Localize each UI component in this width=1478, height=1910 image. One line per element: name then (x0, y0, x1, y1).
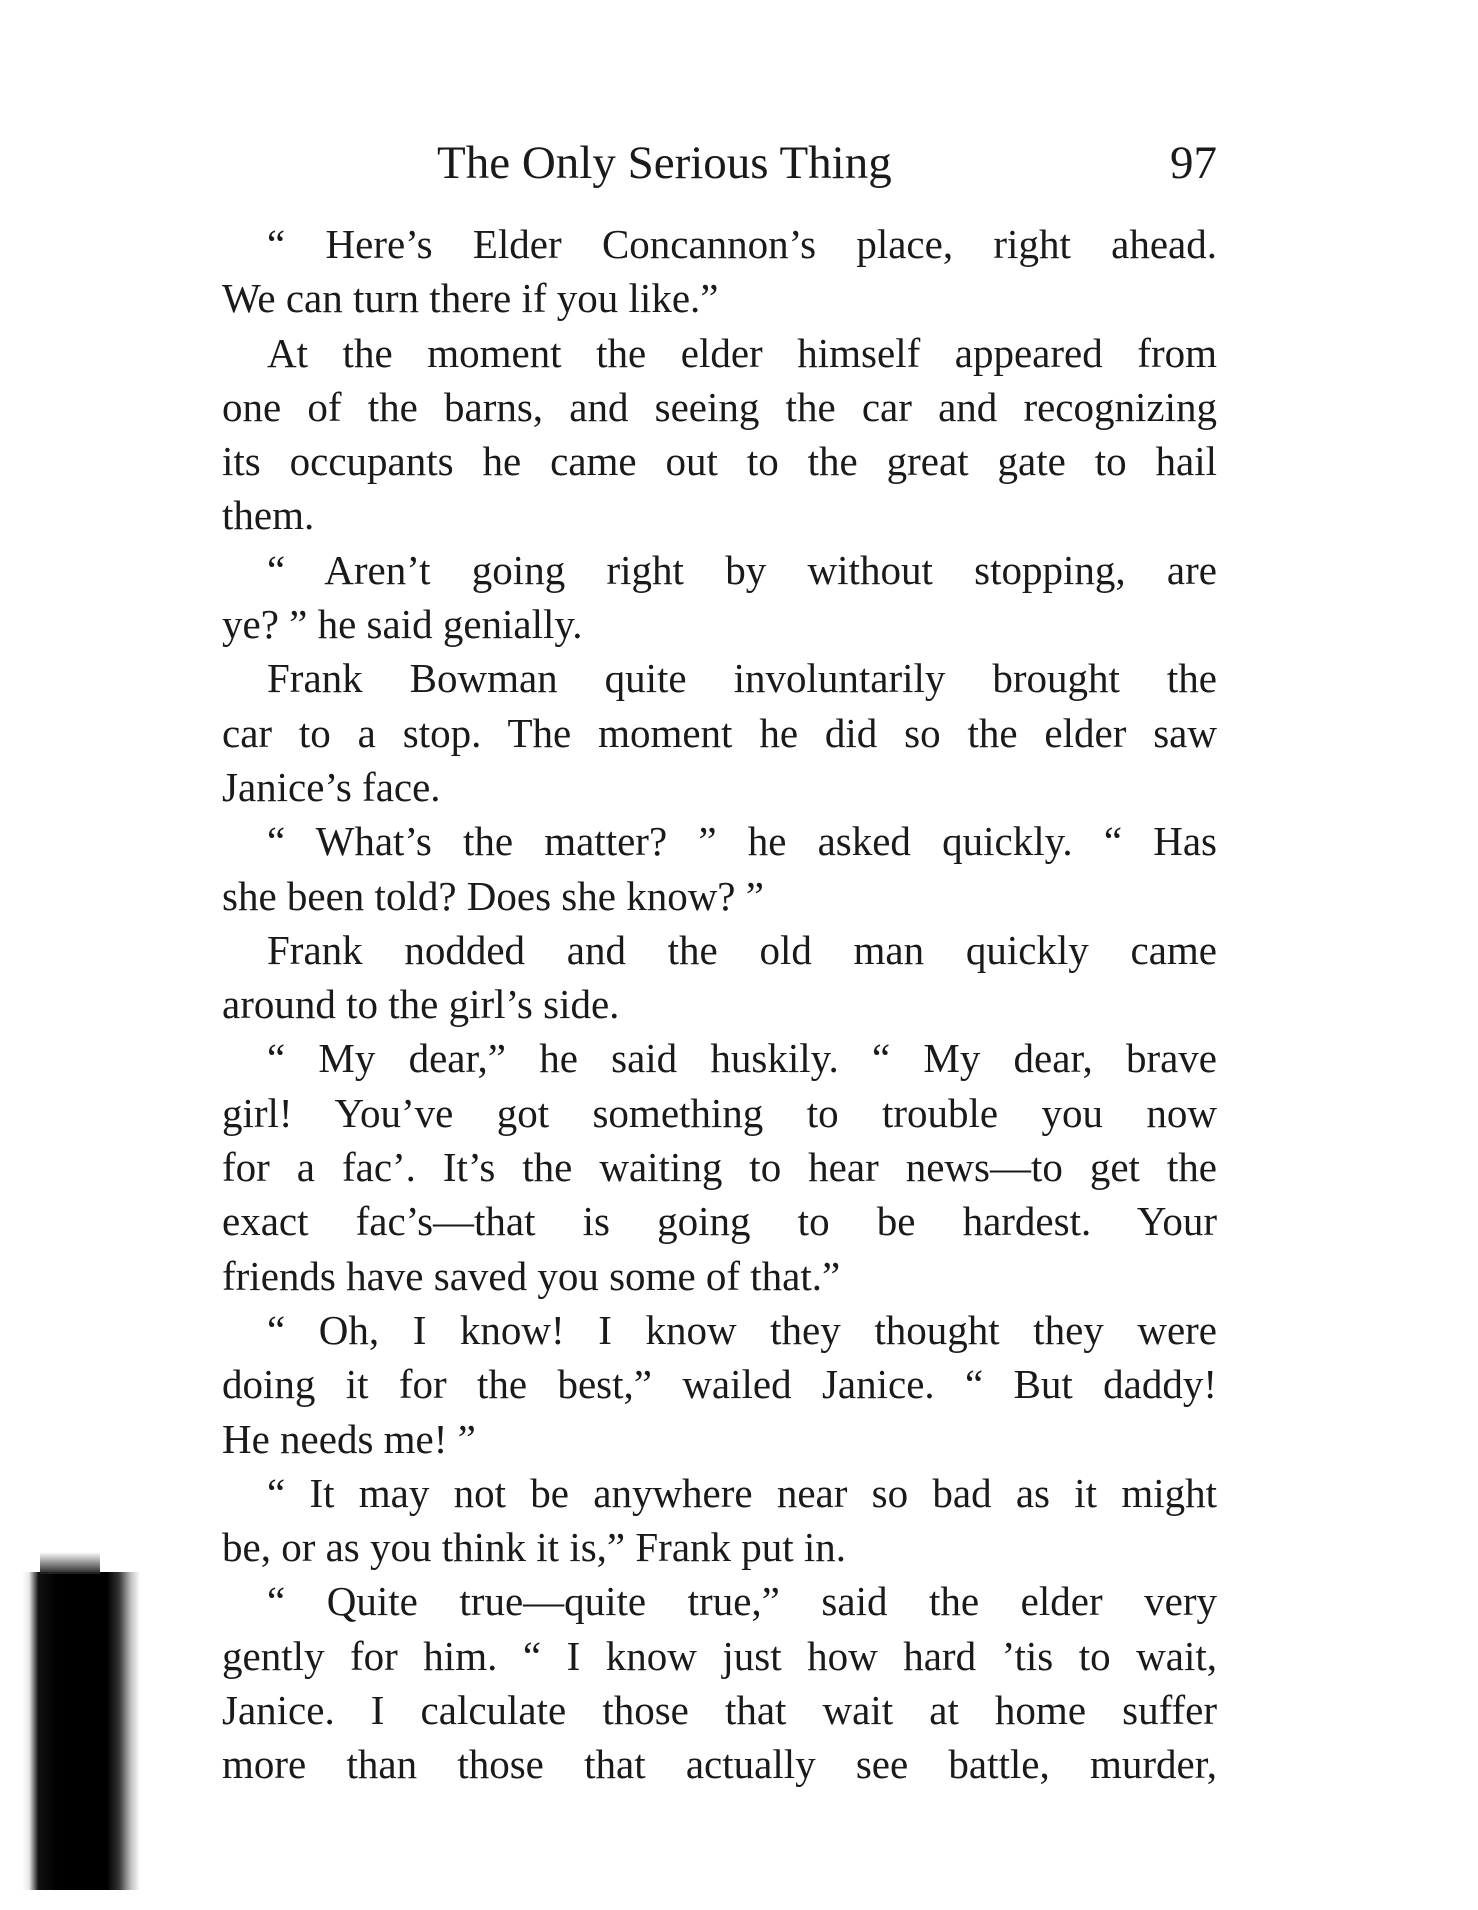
body-text (222, 217, 1217, 1792)
text-line: one of the barns, and seeing the car and recognizing (222, 383, 1217, 430)
text-line: “ My dear,” he said huskily. “ My dear, brave (267, 1035, 1217, 1082)
text-line: for a fac’. It’s the waiting to hear news—to get the (222, 1144, 1217, 1191)
text-line: At the moment the elder himself appeared from (267, 329, 1217, 376)
text-line: car to a stop. The moment he did so the elder saw (222, 709, 1217, 756)
text-line: ye? ” he said genially. (222, 601, 583, 648)
paragraph (222, 543, 1217, 652)
text-line: exact fac’s—that is going to be hardest. Your (222, 1198, 1217, 1245)
paragraph (222, 1303, 1217, 1466)
paragraph (222, 1466, 1217, 1575)
text-line: them. (222, 492, 315, 539)
text-line: friends have saved you some of that.” (222, 1252, 841, 1299)
text-line: “ Here’s Elder Concannon’s place, right ahead. (267, 221, 1217, 267)
text-line: We can turn there if you like.” (222, 275, 719, 322)
text-line: Frank Bowman quite involuntarily brought the (267, 655, 1217, 702)
paragraph (222, 814, 1217, 923)
text-line: “ It may not be anywhere near so bad as it might (267, 1469, 1217, 1516)
text-line: be, or as you think it is,” Frank put in. (222, 1524, 847, 1571)
text-line: doing it for the best,” wailed Janice. “ But daddy! (222, 1361, 1217, 1408)
page-header (222, 128, 1217, 198)
text-line: “ What’s the matter? ” he asked quickly. “ Has (267, 818, 1217, 865)
scan-edge-shadow (22, 1572, 140, 1890)
paragraph (222, 1574, 1217, 1791)
paragraph (222, 651, 1217, 814)
paragraph (222, 217, 1217, 326)
text-line: “ Quite true—quite true,” said the elder very (267, 1578, 1217, 1625)
text-line: its occupants he came out to the great gate to hail (222, 438, 1217, 485)
text-line: girl! You’ve got something to trouble you now (222, 1089, 1217, 1136)
text-line: around to the girl’s side. (222, 981, 620, 1028)
paragraph (222, 326, 1217, 543)
text-line: “ Aren’t going right by without stopping, are (267, 546, 1217, 593)
text-line: “ Oh, I know! I know they thought they were (267, 1306, 1217, 1353)
text-line: more than those that actually see battle, murder, (222, 1741, 1217, 1788)
text-line: Janice. I calculate those that wait at home suffer (222, 1687, 1217, 1734)
text-line: Janice’s face. (222, 763, 441, 810)
text-line: He needs me! ” (222, 1415, 476, 1462)
text-line: Frank nodded and the old man quickly came (267, 926, 1217, 973)
page-number: 97 (1170, 137, 1217, 189)
running-title: The Only Serious Thing (437, 137, 892, 189)
text-line: she been told? Does she know? ” (222, 872, 764, 919)
paragraph (222, 923, 1217, 1032)
paragraph (222, 1031, 1217, 1302)
text-line: gently for him. “ I know just how hard ’tis to wait, (222, 1632, 1217, 1679)
